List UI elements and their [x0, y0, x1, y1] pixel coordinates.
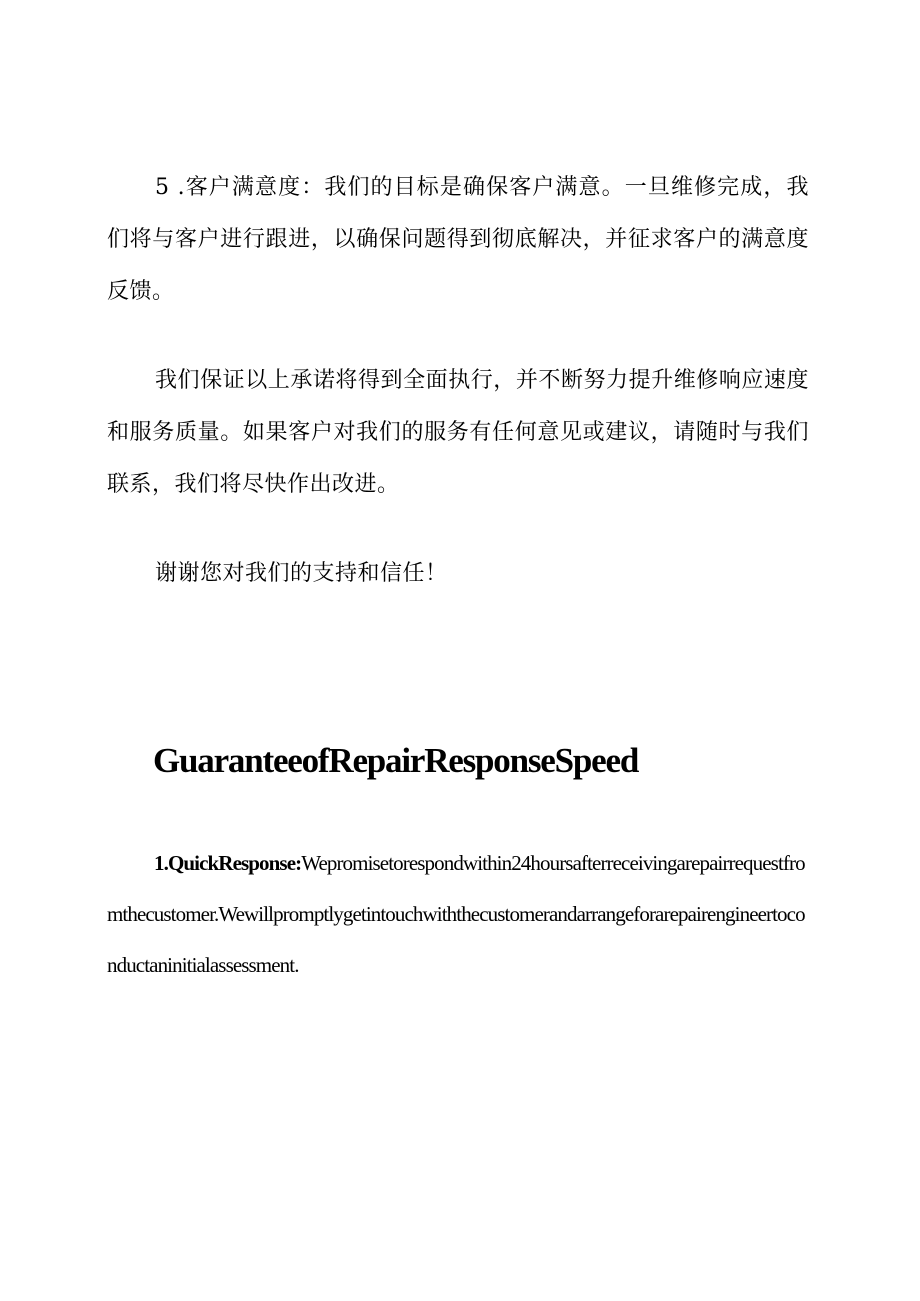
paragraph-guarantee-statement: 我们保证以上承诺将得到全面执行，并不断努力提升维修响应速度和服务质量。如果客户对我们的服务有任何意见或建议，请随时与我们联系，我们将尽快作出改进。	[107, 368, 809, 497]
paragraph-thanks: 谢谢您对我们的支持和信任！	[155, 561, 448, 586]
quick-response-label: 1.QuickResponse:	[154, 851, 302, 875]
paragraph-customer-satisfaction: 5 .客户满意度：我们的目标是确保客户满意。一旦维修完成，我们将与客户进行跟进，以确保问题得到彻底解决，并征求客户的满意度反馈。	[107, 175, 809, 304]
paragraph-quick-response	[107, 838, 812, 991]
section-heading: GuaranteeofRepairResponseSpeed	[153, 741, 639, 780]
quick-response-text: Wepromisetorespondwithin24hoursafterreceivingarepairrequestfromthecustomer.Wewillpromptlygetintouchwiththecustomerandarrangeforarepairengineertoconductaninitialassessment.	[107, 851, 805, 977]
